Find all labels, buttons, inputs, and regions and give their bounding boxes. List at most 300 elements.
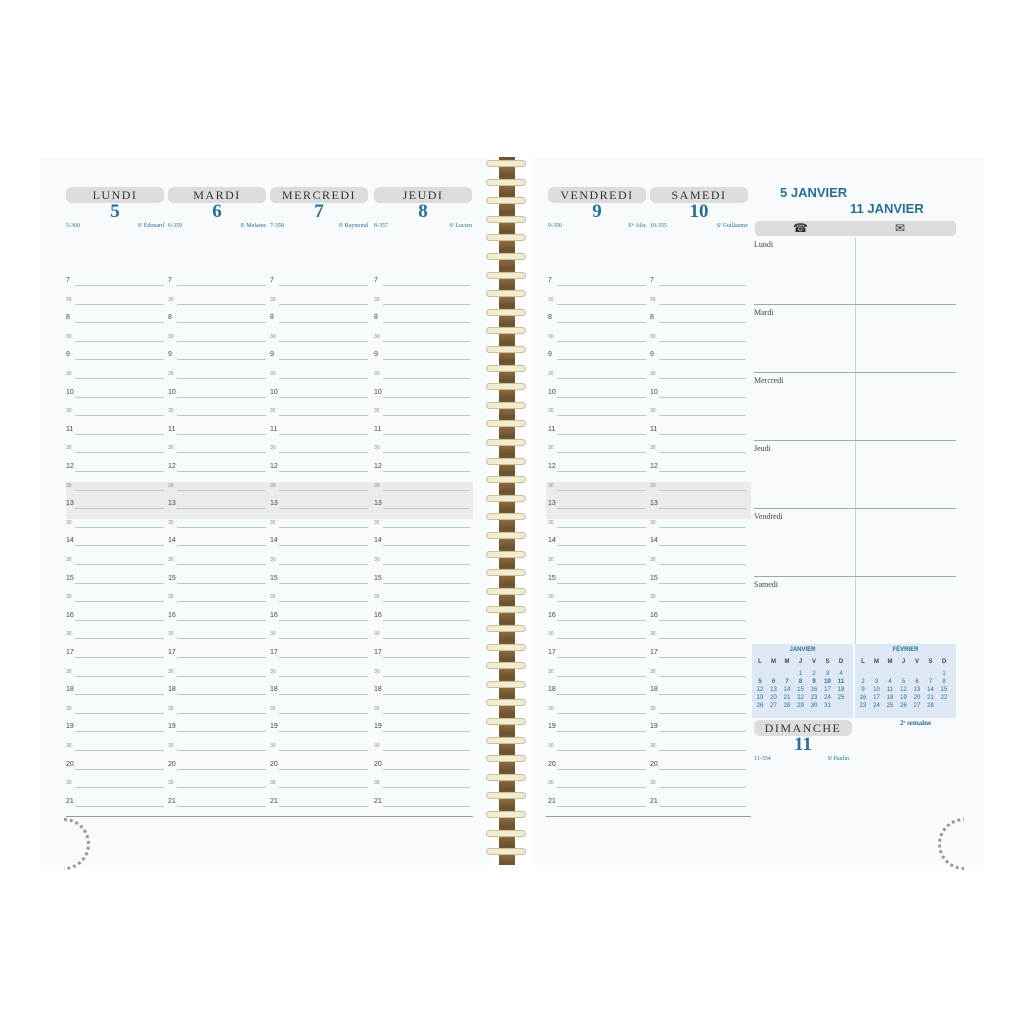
time-slot[interactable] bbox=[650, 659, 746, 677]
time-slot[interactable] bbox=[374, 361, 470, 379]
note-day-label: Vendredi bbox=[754, 512, 783, 521]
time-slot[interactable] bbox=[548, 733, 646, 751]
time-slot[interactable] bbox=[548, 287, 646, 305]
time-slot-label: 11 bbox=[650, 425, 658, 433]
weekday-initial: L bbox=[758, 659, 762, 665]
time-slot[interactable] bbox=[548, 770, 646, 788]
time-slot[interactable] bbox=[548, 696, 646, 714]
time-slot[interactable] bbox=[168, 324, 266, 342]
calendar-date[interactable]: 31 bbox=[824, 703, 831, 709]
time-slot[interactable] bbox=[66, 714, 164, 732]
time-slot[interactable] bbox=[374, 417, 470, 435]
time-slot-label: 20 bbox=[66, 760, 74, 768]
time-slot[interactable] bbox=[374, 659, 470, 677]
calendar-date[interactable]: 12 bbox=[900, 687, 907, 693]
time-slot[interactable] bbox=[66, 752, 164, 770]
time-slot-label: 17 bbox=[650, 649, 658, 656]
calendar-date[interactable]: 25 bbox=[837, 695, 845, 701]
time-slot[interactable] bbox=[650, 361, 746, 379]
calendar-date[interactable]: 2 bbox=[812, 671, 816, 677]
mini-calendar-february bbox=[855, 644, 956, 718]
time-slot[interactable] bbox=[650, 752, 746, 770]
calendar-date[interactable]: 3 bbox=[874, 679, 879, 685]
time-slot[interactable] bbox=[270, 287, 368, 305]
time-slot[interactable] bbox=[374, 510, 470, 528]
time-slot[interactable] bbox=[168, 714, 266, 732]
time-slot[interactable] bbox=[548, 305, 646, 323]
time-slot[interactable] bbox=[270, 268, 368, 286]
time-slot-label: 15 bbox=[66, 574, 74, 582]
time-slot[interactable] bbox=[374, 435, 470, 453]
time-slot[interactable] bbox=[270, 454, 368, 472]
calendar-date[interactable]: 17 bbox=[824, 687, 831, 693]
time-slot[interactable] bbox=[168, 752, 266, 770]
time-slot[interactable] bbox=[66, 268, 164, 286]
time-slot[interactable] bbox=[548, 603, 646, 621]
time-slot-label: 30 bbox=[650, 296, 656, 303]
weekday-initial: V bbox=[811, 659, 816, 665]
time-slot[interactable] bbox=[66, 789, 164, 807]
calendar-date[interactable]: 18 bbox=[837, 687, 845, 693]
time-slot[interactable] bbox=[650, 621, 746, 639]
calendar-date[interactable]: 7 bbox=[785, 679, 789, 685]
time-slot[interactable] bbox=[66, 417, 164, 435]
time-slot[interactable] bbox=[270, 380, 368, 398]
time-slot[interactable] bbox=[66, 640, 164, 658]
calendar-date[interactable]: 1 bbox=[942, 671, 946, 677]
time-slot[interactable] bbox=[66, 528, 164, 546]
time-slot-label: 14 bbox=[270, 537, 278, 545]
calendar-date[interactable]: 16 bbox=[859, 695, 867, 701]
time-slot[interactable] bbox=[548, 473, 646, 491]
time-slot-label: 14 bbox=[374, 537, 382, 545]
time-slot[interactable] bbox=[270, 510, 368, 528]
calendar-date[interactable]: 4 bbox=[888, 679, 892, 685]
time-slot-label: 7 bbox=[66, 277, 70, 284]
time-slot[interactable] bbox=[548, 417, 646, 435]
time-slot[interactable] bbox=[270, 770, 368, 788]
calendar-date[interactable]: 11 bbox=[886, 687, 894, 693]
time-slot[interactable] bbox=[650, 770, 746, 788]
calendar-date[interactable]: 5 bbox=[758, 679, 762, 685]
time-slot[interactable] bbox=[650, 287, 746, 305]
calendar-date[interactable]: 30 bbox=[810, 703, 818, 709]
time-slot[interactable] bbox=[374, 491, 470, 509]
time-slot[interactable] bbox=[374, 566, 470, 584]
time-slot[interactable] bbox=[66, 380, 164, 398]
time-slot[interactable] bbox=[168, 473, 266, 491]
time-slot[interactable] bbox=[374, 696, 470, 714]
calendar-date[interactable]: 11 bbox=[837, 679, 845, 685]
time-slot[interactable] bbox=[66, 342, 164, 360]
time-slot-label: 30 bbox=[374, 408, 380, 415]
time-slot[interactable] bbox=[66, 677, 164, 695]
time-slot[interactable] bbox=[548, 380, 646, 398]
time-slot[interactable] bbox=[374, 640, 470, 658]
time-slot[interactable] bbox=[650, 789, 746, 807]
calendar-date[interactable]: 9 bbox=[861, 687, 865, 693]
time-slot[interactable] bbox=[650, 435, 746, 453]
time-slot[interactable] bbox=[270, 566, 368, 584]
calendar-date[interactable]: 9 bbox=[812, 679, 816, 685]
calendar-date[interactable]: 8 bbox=[798, 679, 803, 685]
spiral-ring bbox=[486, 569, 526, 576]
calendar-date[interactable]: 22 bbox=[797, 695, 804, 701]
time-slot[interactable] bbox=[66, 491, 164, 509]
time-slot[interactable] bbox=[374, 603, 470, 621]
time-slot-label: 10 bbox=[650, 388, 658, 396]
time-slot-label: 30 bbox=[66, 780, 72, 787]
saint-name: Sᵗ Paulin bbox=[827, 756, 849, 762]
time-slot[interactable] bbox=[650, 510, 746, 528]
time-slot[interactable] bbox=[650, 398, 746, 416]
time-slot[interactable] bbox=[374, 454, 470, 472]
time-slot[interactable] bbox=[168, 510, 266, 528]
calendar-date[interactable]: 7 bbox=[928, 679, 933, 685]
time-slot-label: 30 bbox=[168, 296, 174, 303]
time-slot-label: 21 bbox=[168, 797, 176, 805]
time-slot[interactable] bbox=[650, 677, 746, 695]
time-slot[interactable] bbox=[66, 621, 164, 639]
time-slot[interactable] bbox=[66, 473, 164, 491]
time-slot[interactable] bbox=[548, 547, 646, 565]
calendar-date[interactable]: 13 bbox=[913, 687, 921, 693]
calendar-date[interactable]: 28 bbox=[927, 703, 934, 709]
time-slot[interactable] bbox=[548, 659, 646, 677]
time-slot[interactable] bbox=[650, 473, 746, 491]
time-slot[interactable] bbox=[374, 305, 470, 323]
time-slot[interactable] bbox=[66, 435, 164, 453]
time-slot[interactable] bbox=[66, 305, 164, 323]
time-slot[interactable] bbox=[270, 528, 368, 546]
time-slot[interactable] bbox=[650, 528, 746, 546]
time-slot[interactable] bbox=[168, 770, 266, 788]
time-slot[interactable] bbox=[374, 789, 470, 807]
time-slot[interactable] bbox=[168, 528, 266, 546]
time-slot[interactable] bbox=[548, 714, 646, 732]
time-slot[interactable] bbox=[270, 491, 368, 509]
calendar-date[interactable]: 26 bbox=[756, 703, 764, 709]
time-slot-label: 16 bbox=[270, 611, 278, 619]
time-slot[interactable] bbox=[168, 640, 266, 658]
time-slot[interactable] bbox=[66, 510, 164, 528]
time-slot[interactable] bbox=[168, 305, 266, 323]
time-slot[interactable] bbox=[374, 770, 470, 788]
time-slot-label: 14 bbox=[168, 537, 176, 545]
time-slot[interactable] bbox=[168, 435, 266, 453]
time-slot-label: 30 bbox=[66, 594, 72, 601]
calendar-date[interactable]: 27 bbox=[770, 703, 777, 709]
time-slot[interactable] bbox=[66, 361, 164, 379]
time-slot[interactable] bbox=[270, 640, 368, 658]
time-slot[interactable] bbox=[270, 342, 368, 360]
time-slot[interactable] bbox=[650, 380, 746, 398]
time-slot[interactable] bbox=[168, 584, 266, 602]
time-slot-label: 30 bbox=[270, 780, 276, 787]
time-slot[interactable] bbox=[168, 380, 266, 398]
time-slot-label: 10 bbox=[374, 388, 382, 396]
time-slot-label: 30 bbox=[374, 371, 380, 377]
time-slot-label: 21 bbox=[650, 797, 658, 805]
time-slot[interactable] bbox=[270, 714, 368, 732]
time-slot[interactable] bbox=[374, 621, 470, 639]
weekday-initial: M bbox=[771, 659, 776, 665]
calendar-date[interactable]: 15 bbox=[797, 687, 804, 693]
calendar-date[interactable]: 10 bbox=[824, 679, 831, 685]
time-slot[interactable] bbox=[650, 714, 746, 732]
time-slot-label: 30 bbox=[270, 743, 276, 749]
calendar-date[interactable]: 14 bbox=[927, 687, 934, 693]
weekday-initial: S bbox=[825, 659, 830, 665]
time-slot[interactable] bbox=[66, 770, 164, 788]
calendar-date[interactable]: 10 bbox=[873, 687, 880, 693]
calendar-date[interactable]: 29 bbox=[797, 703, 804, 709]
time-slot[interactable] bbox=[374, 714, 470, 732]
time-slot[interactable] bbox=[650, 324, 746, 342]
time-slot[interactable] bbox=[650, 547, 746, 565]
time-slot[interactable] bbox=[650, 640, 746, 658]
time-slot[interactable] bbox=[168, 342, 266, 360]
time-slot[interactable] bbox=[548, 491, 646, 509]
spiral-ring bbox=[486, 830, 526, 837]
calendar-date[interactable]: 12 bbox=[756, 687, 764, 693]
time-slot[interactable] bbox=[548, 566, 646, 584]
time-slot[interactable] bbox=[374, 473, 470, 491]
calendar-date[interactable]: 19 bbox=[756, 695, 764, 701]
time-slot[interactable] bbox=[270, 435, 368, 453]
time-slot[interactable] bbox=[374, 752, 470, 770]
time-slot[interactable] bbox=[168, 547, 266, 565]
time-slot-label: 13 bbox=[168, 500, 176, 508]
time-slot[interactable] bbox=[168, 287, 266, 305]
time-slot[interactable] bbox=[66, 287, 164, 305]
time-slot[interactable] bbox=[66, 603, 164, 621]
time-slot[interactable] bbox=[168, 733, 266, 751]
time-slot[interactable] bbox=[270, 584, 368, 602]
time-slot[interactable] bbox=[650, 584, 746, 602]
calendar-date[interactable]: 14 bbox=[783, 687, 791, 693]
time-slot-label: 30 bbox=[270, 482, 276, 489]
spiral-ring bbox=[486, 234, 526, 241]
time-slot[interactable] bbox=[548, 752, 646, 770]
time-slot-label: 30 bbox=[66, 743, 72, 749]
calendar-date[interactable]: 18 bbox=[886, 695, 894, 701]
calendar-date[interactable]: 28 bbox=[783, 703, 791, 709]
time-slot[interactable] bbox=[168, 454, 266, 472]
time-slot-label: 21 bbox=[66, 797, 74, 805]
time-slot[interactable] bbox=[548, 361, 646, 379]
time-slot[interactable] bbox=[270, 398, 368, 416]
time-slot[interactable] bbox=[374, 733, 470, 751]
day-number: 6 bbox=[212, 201, 222, 222]
time-slot[interactable] bbox=[270, 621, 368, 639]
time-slot[interactable] bbox=[374, 324, 470, 342]
time-slot[interactable] bbox=[548, 640, 646, 658]
time-slot[interactable] bbox=[374, 342, 470, 360]
time-slot[interactable] bbox=[374, 677, 470, 695]
time-slot[interactable] bbox=[548, 435, 646, 453]
time-slot[interactable] bbox=[650, 342, 746, 360]
time-slot[interactable] bbox=[168, 677, 266, 695]
calendar-date[interactable]: 16 bbox=[810, 687, 818, 693]
time-slot[interactable] bbox=[650, 603, 746, 621]
spiral-ring bbox=[486, 402, 526, 409]
time-slot[interactable] bbox=[270, 361, 368, 379]
time-slot[interactable] bbox=[168, 621, 266, 639]
calendar-date[interactable]: 22 bbox=[940, 695, 948, 701]
time-slot[interactable] bbox=[650, 417, 746, 435]
time-slot[interactable] bbox=[548, 528, 646, 546]
time-slot-label: 9 bbox=[650, 351, 654, 359]
time-slot[interactable] bbox=[374, 380, 470, 398]
time-slot[interactable] bbox=[650, 268, 746, 286]
time-slot[interactable] bbox=[270, 733, 368, 751]
time-slot[interactable] bbox=[374, 398, 470, 416]
time-slot-label: 15 bbox=[270, 574, 278, 582]
calendar-date[interactable]: 25 bbox=[886, 703, 894, 709]
time-slot-label: 8 bbox=[374, 314, 378, 322]
time-slot[interactable] bbox=[168, 696, 266, 714]
spiral-ring bbox=[486, 495, 526, 502]
calendar-date[interactable]: 24 bbox=[824, 695, 831, 701]
time-slot[interactable] bbox=[548, 268, 646, 286]
time-slot[interactable] bbox=[66, 584, 164, 602]
calendar-date[interactable]: 6 bbox=[915, 679, 919, 685]
time-slot[interactable] bbox=[168, 361, 266, 379]
time-slot[interactable] bbox=[650, 566, 746, 584]
time-slot[interactable] bbox=[66, 696, 164, 714]
time-slot-label: 7 bbox=[650, 277, 654, 284]
time-slot[interactable] bbox=[168, 789, 266, 807]
time-slot-label: 9 bbox=[270, 351, 274, 359]
time-slot-label: 30 bbox=[168, 519, 174, 526]
calendar-date[interactable]: 26 bbox=[900, 703, 907, 709]
time-slot[interactable] bbox=[168, 398, 266, 416]
time-slot[interactable] bbox=[270, 547, 368, 565]
note-day-label: Jeudi bbox=[754, 444, 771, 453]
time-slot-label: 15 bbox=[548, 574, 556, 582]
time-slot-label: 12 bbox=[548, 463, 556, 470]
time-slot[interactable] bbox=[548, 584, 646, 602]
calendar-date[interactable]: 2 bbox=[861, 679, 865, 685]
time-slot-label: 30 bbox=[374, 594, 380, 601]
calendar-date[interactable]: 21 bbox=[927, 695, 934, 701]
weekday-initial: M bbox=[874, 659, 879, 665]
time-slot[interactable] bbox=[548, 677, 646, 695]
time-slot[interactable] bbox=[270, 603, 368, 621]
time-slot[interactable] bbox=[374, 528, 470, 546]
time-slot[interactable] bbox=[66, 398, 164, 416]
time-slot[interactable] bbox=[66, 324, 164, 342]
calendar-date[interactable]: 17 bbox=[873, 695, 880, 701]
calendar-date[interactable]: 3 bbox=[825, 671, 830, 677]
time-slot-label: 16 bbox=[548, 611, 556, 619]
time-slot[interactable] bbox=[374, 268, 470, 286]
time-slot-label: 30 bbox=[168, 557, 174, 563]
time-slot[interactable] bbox=[548, 398, 646, 416]
day-number: 10 bbox=[689, 201, 709, 222]
time-slot-label: 30 bbox=[168, 482, 174, 489]
time-slot[interactable] bbox=[548, 342, 646, 360]
time-slot[interactable] bbox=[168, 566, 266, 584]
calendar-date[interactable]: 1 bbox=[798, 671, 803, 677]
time-slot[interactable] bbox=[66, 733, 164, 751]
day-of-year-code: 9-356 bbox=[548, 223, 562, 229]
spiral-ring bbox=[486, 458, 526, 465]
calendar-date[interactable]: 19 bbox=[900, 695, 907, 701]
calendar-date[interactable]: 6 bbox=[771, 679, 776, 685]
time-slot-label: 11 bbox=[548, 425, 556, 433]
calendar-date[interactable]: 4 bbox=[839, 671, 843, 677]
calendar-date[interactable]: 27 bbox=[913, 703, 921, 709]
time-slot[interactable] bbox=[270, 659, 368, 677]
spiral-ring bbox=[486, 532, 526, 539]
calendar-date[interactable]: 5 bbox=[901, 679, 906, 685]
calendar-date[interactable]: 23 bbox=[859, 703, 867, 709]
time-slot[interactable] bbox=[374, 584, 470, 602]
time-slot[interactable] bbox=[548, 789, 646, 807]
time-slot[interactable] bbox=[650, 305, 746, 323]
calendar-date[interactable]: 8 bbox=[942, 679, 946, 685]
time-slot[interactable] bbox=[548, 454, 646, 472]
time-slot-label: 30 bbox=[66, 631, 72, 638]
time-slot[interactable] bbox=[66, 566, 164, 584]
time-slot[interactable] bbox=[66, 547, 164, 565]
calendar-date[interactable]: 20 bbox=[770, 695, 777, 701]
time-slot-label: 20 bbox=[650, 760, 658, 768]
time-slot[interactable] bbox=[270, 752, 368, 770]
time-slot[interactable] bbox=[66, 454, 164, 472]
time-slot[interactable] bbox=[270, 324, 368, 342]
time-slot-label: 12 bbox=[66, 463, 74, 470]
time-slot[interactable] bbox=[270, 677, 368, 695]
time-slot[interactable] bbox=[168, 491, 266, 509]
time-slot-label: 30 bbox=[548, 519, 554, 526]
time-slot[interactable] bbox=[270, 473, 368, 491]
time-slot[interactable] bbox=[270, 417, 368, 435]
time-slot[interactable] bbox=[66, 659, 164, 677]
time-slot-label: 30 bbox=[374, 668, 380, 675]
calendar-date[interactable]: 24 bbox=[873, 703, 880, 709]
time-slot[interactable] bbox=[270, 789, 368, 807]
time-slot[interactable] bbox=[374, 287, 470, 305]
calendar-date[interactable]: 23 bbox=[810, 695, 818, 701]
time-slot[interactable] bbox=[548, 510, 646, 528]
time-slot[interactable] bbox=[548, 621, 646, 639]
time-slot[interactable] bbox=[650, 733, 746, 751]
calendar-date[interactable]: 13 bbox=[770, 687, 777, 693]
time-slot[interactable] bbox=[548, 324, 646, 342]
time-slot[interactable] bbox=[168, 417, 266, 435]
time-slot[interactable] bbox=[650, 491, 746, 509]
time-slot[interactable] bbox=[650, 696, 746, 714]
calendar-date[interactable]: 21 bbox=[783, 695, 791, 701]
time-slot[interactable] bbox=[374, 547, 470, 565]
time-slot-label: 16 bbox=[374, 611, 382, 619]
time-slot[interactable] bbox=[270, 305, 368, 323]
calendar-date[interactable]: 20 bbox=[913, 695, 921, 701]
time-slot[interactable] bbox=[168, 659, 266, 677]
spiral-ring bbox=[486, 792, 526, 799]
time-slot[interactable] bbox=[168, 603, 266, 621]
weekday-initial: M bbox=[887, 659, 893, 665]
spiral-ring bbox=[486, 718, 526, 725]
time-slot-label: 9 bbox=[548, 351, 552, 359]
time-slot[interactable] bbox=[270, 696, 368, 714]
time-slot[interactable] bbox=[650, 454, 746, 472]
calendar-date[interactable]: 15 bbox=[940, 687, 948, 693]
time-slot[interactable] bbox=[168, 268, 266, 286]
